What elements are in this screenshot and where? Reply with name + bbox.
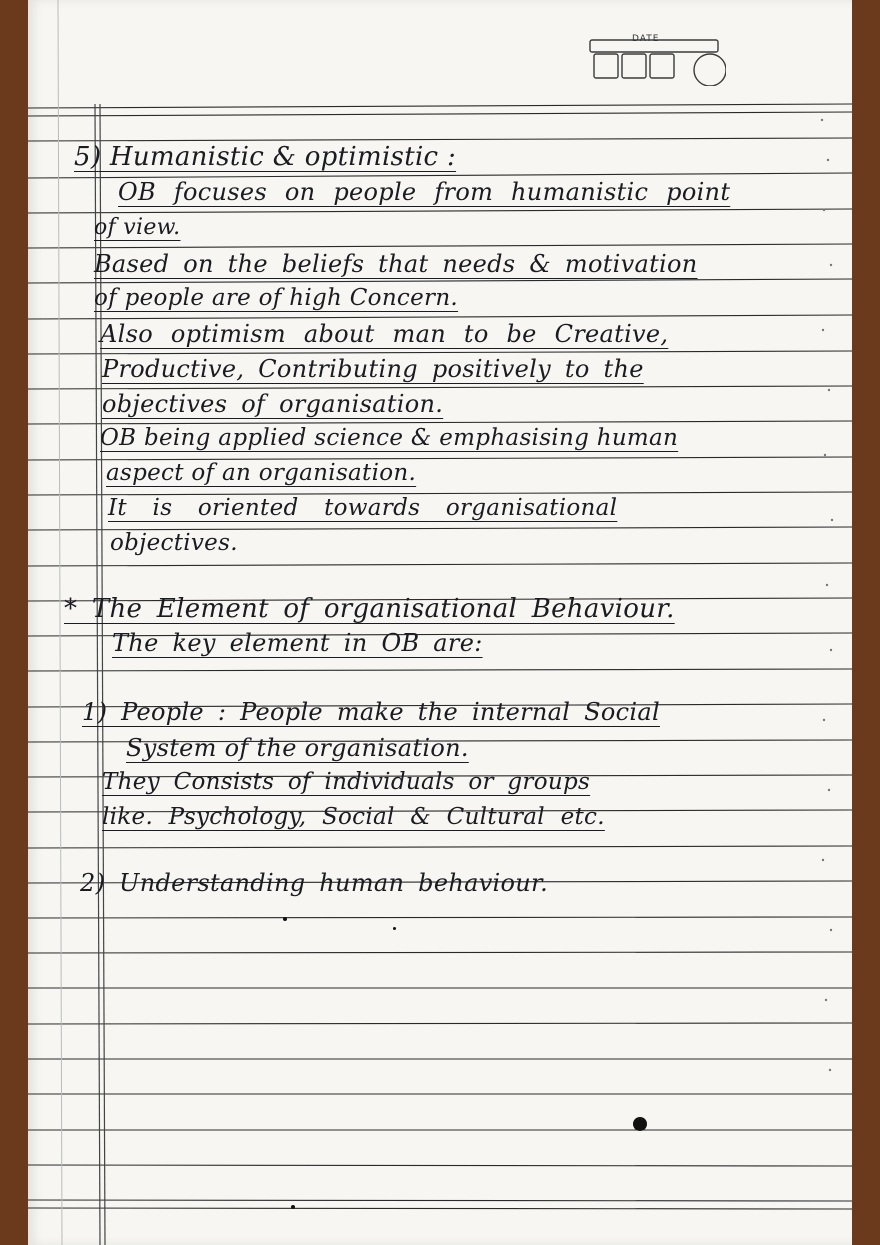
note-line: Productive, Contributing positively to the xyxy=(102,355,644,383)
note-line: objectives of organisation. xyxy=(102,390,444,418)
notebook-page xyxy=(28,0,852,1245)
date-label: DATE xyxy=(632,34,660,44)
ink-dot xyxy=(291,1205,295,1209)
ink-dot xyxy=(633,1117,647,1131)
item-people-line: System of the organisation. xyxy=(126,734,469,762)
item-understanding-title: 2) Understanding human behaviour. xyxy=(80,869,549,897)
item-people-line: like. Psychology, Social & Cultural etc. xyxy=(102,804,605,830)
note-line: OB focuses on people from humanistic point xyxy=(118,178,731,206)
note-line: It is oriented towards organisational xyxy=(108,495,618,521)
ink-dot xyxy=(393,927,396,930)
ink-dot xyxy=(283,917,287,921)
note-line: Also optimism about man to be Creative, xyxy=(100,320,669,348)
note-line: of view. xyxy=(94,215,181,240)
elements-intro: The key element in OB are: xyxy=(112,629,483,657)
elements-heading: * The Element of organisational Behaviour. xyxy=(64,594,675,624)
note-line: Based on the beliefs that needs & motivation xyxy=(94,250,698,278)
item-people-title: 1) People : People make the internal Social xyxy=(82,698,660,726)
note-line: objectives. xyxy=(110,530,238,556)
note-line: OB being applied science & emphasising human xyxy=(100,425,679,451)
note-line: aspect of an organisation. xyxy=(106,460,417,486)
date-stamp xyxy=(586,34,726,86)
section-heading: 5) Humanistic & optimistic : xyxy=(74,142,457,172)
item-people-line: They Consists of individuals or groups xyxy=(102,769,591,795)
note-line: of people are of high Concern. xyxy=(94,285,459,311)
